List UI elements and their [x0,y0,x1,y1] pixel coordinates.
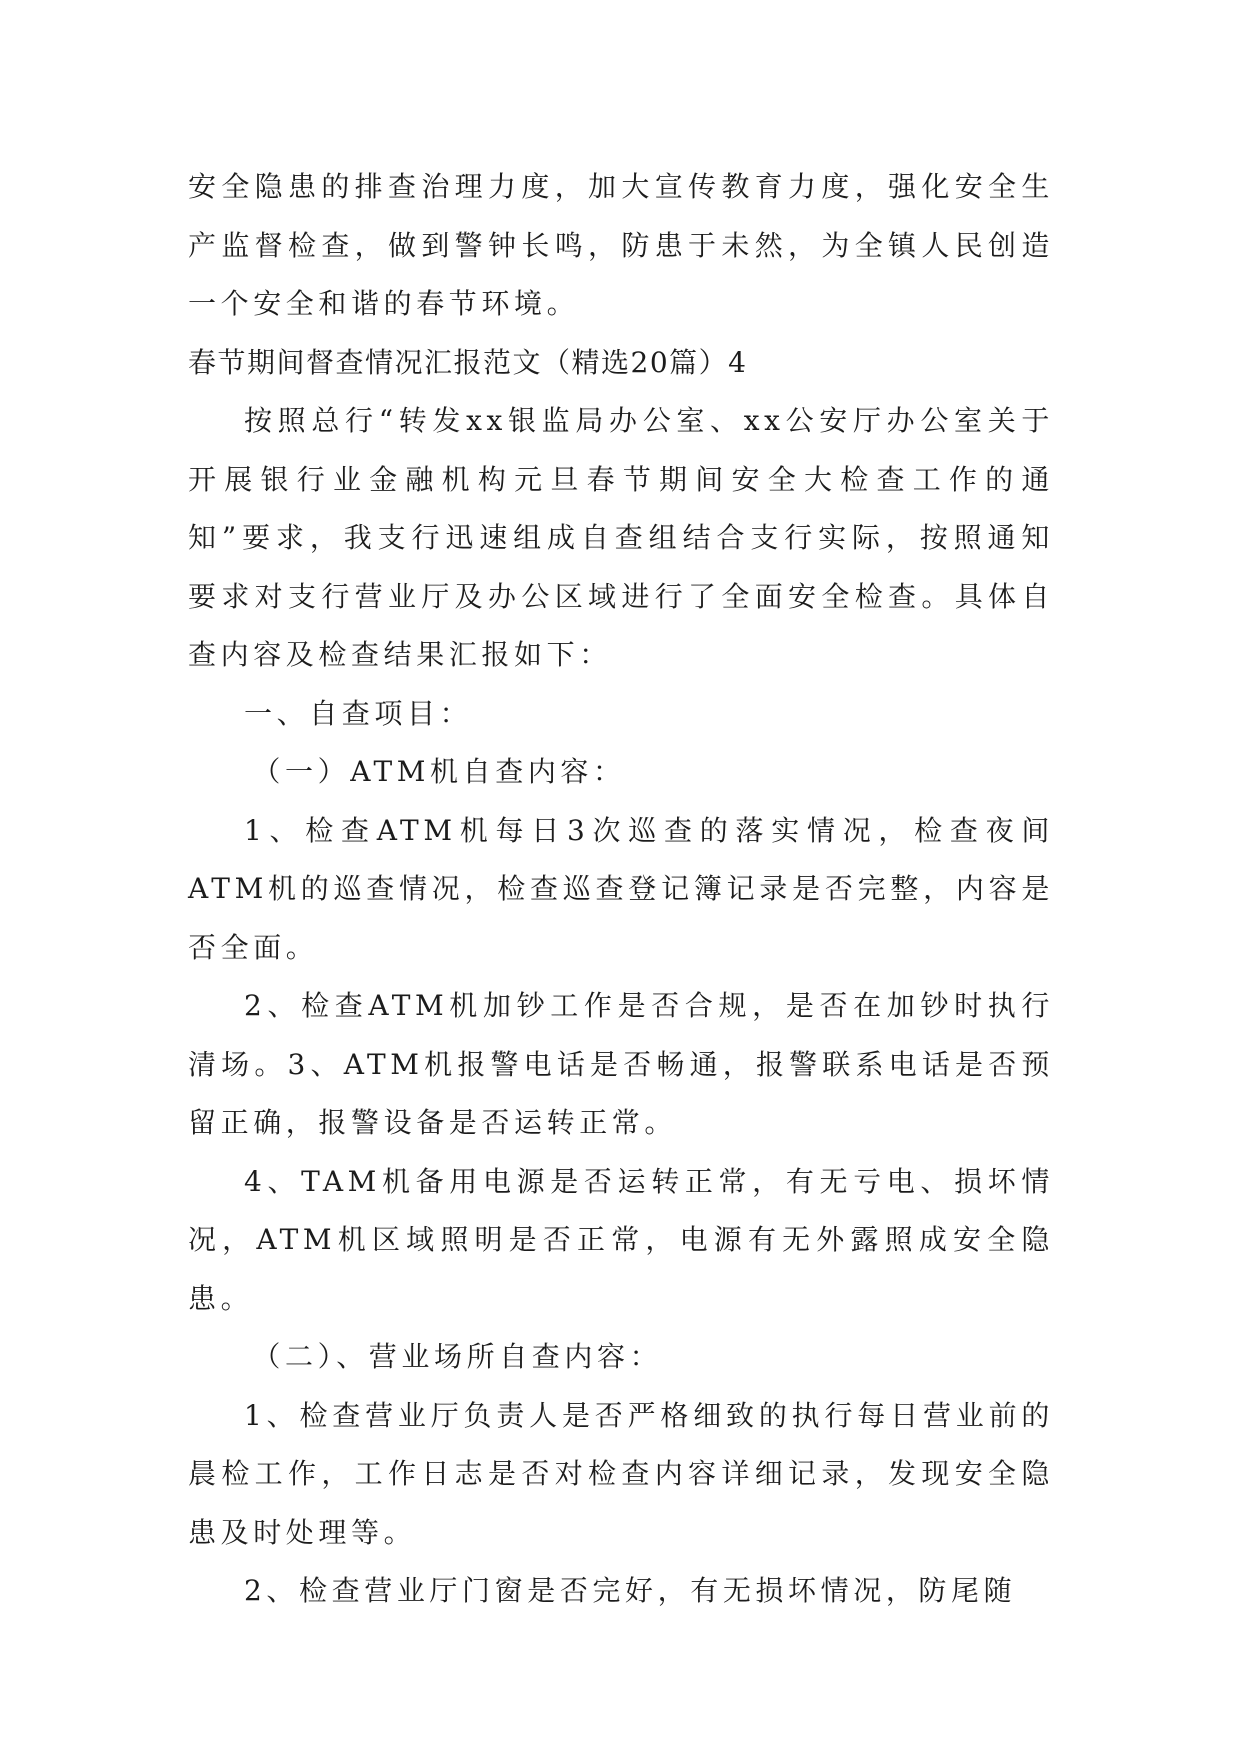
paragraph-intro: 按照总行“转发xx银监局办公室、xx公安厅办公室关于开展银行业金融机构元旦春节期间安全大检查工作的通知”要求，我支行迅速组成自查组结合支行实际，按照通知要求对支行营业厅及办公区域进行了全面安全检查。具体自查内容及检查结果汇报如下： [188,404,1054,671]
subheading-business-premises: （二）、营业场所自查内容： [252,1340,663,1373]
subheading-atm: （一）ATM机自查内容： [252,755,626,788]
list-item-atm-2-3: 2、检查ATM机加钞工作是否合规，是否在加钞时执行清场。3、ATM机报警电话是否畅通，报警联系电话是否预留正确，报警设备是否运转正常。 [188,989,1054,1139]
list-item-atm-1: 1、检查ATM机每日3次巡查的落实情况，检查夜间ATM机的巡查情况，检查巡查登记簿记录是否完整，内容是否全面。 [188,813,1054,964]
heading-self-check-items: 一、自查项目： [244,696,473,730]
list-item-premises-2: 2、检查营业厅门窗是否完好，有无损坏情况，防尾随 [244,1574,1017,1607]
document-body [188,158,1054,1621]
paragraph-continuation: 安全隐患的排查治理力度，加大宣传教育力度，强化安全生产监督检查，做到警钟长鸣，防患于未然，为全镇人民创造一个安全和谐的春节环境。 [188,170,1054,320]
list-item-premises-1: 1、检查营业厅负责人是否严格细致的执行每日营业前的晨检工作，工作日志是否对检查内容详细记录，发现安全隐患及时处理等。 [188,1398,1054,1549]
section-title: 春节期间督查情况汇报范文（精选20篇）4 [188,345,748,379]
list-item-atm-4: 4、TAM机备用电源是否运转正常，有无亏电、损坏情况，ATM机区域照明是否正常，电源有无外露照成安全隐患。 [188,1164,1054,1315]
